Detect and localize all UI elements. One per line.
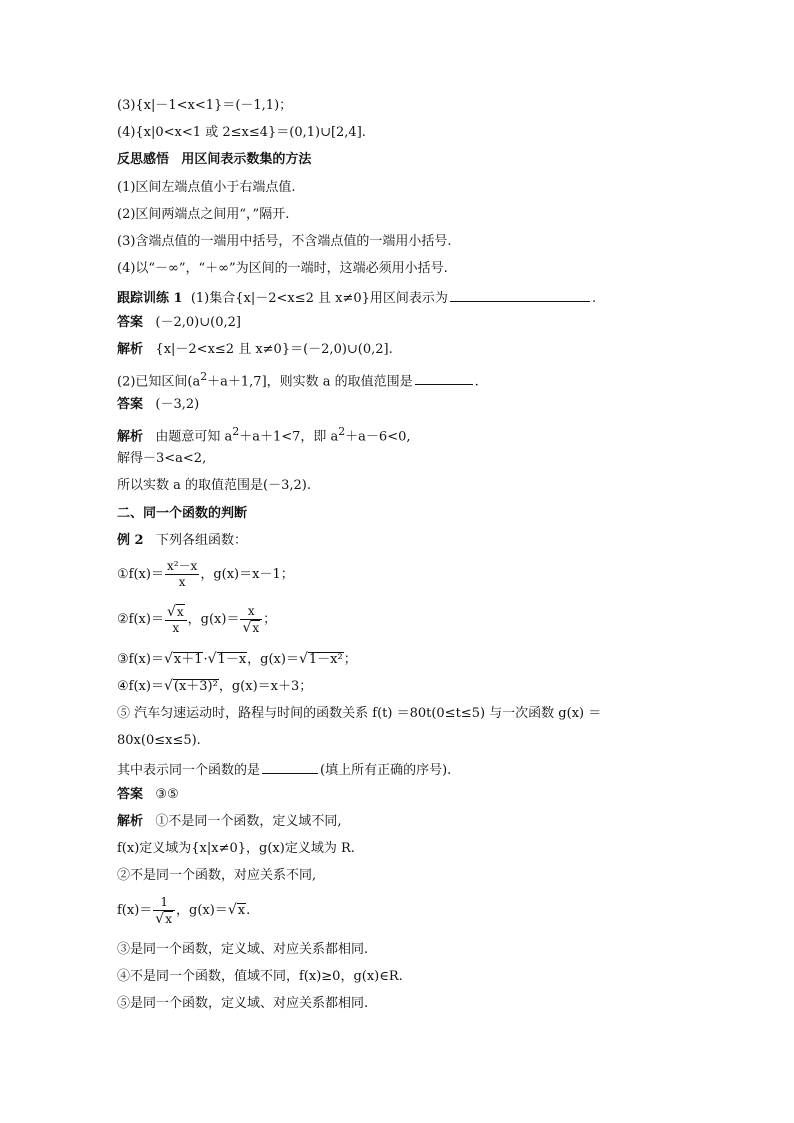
answer-line <box>117 786 179 804</box>
math-text: ，g(x)＝x－1； <box>200 567 294 582</box>
analysis-text: 由题意可知 a <box>155 429 233 445</box>
radicand: x <box>237 903 246 918</box>
analysis-label: 解析 <box>117 814 144 829</box>
example-label: 例 2 <box>117 533 144 548</box>
fraction <box>165 604 187 636</box>
text-line: 所以实数 a 的取值范围是(－3,2). <box>117 478 311 493</box>
sqrt-icon: √ <box>163 678 173 694</box>
numerator: x²－x <box>166 559 198 573</box>
answer-blank <box>262 759 318 774</box>
radicand: (x＋3)² <box>173 679 218 694</box>
function-pair-3 <box>117 650 357 669</box>
math-text: ； <box>263 612 277 627</box>
function-pair-1 <box>117 558 294 592</box>
math-text: . <box>246 903 251 918</box>
text-line: ⑤ 汽车匀速运动时，路程与时间的函数关系 f(t) ＝80t(0≤t≤5) 与一次函数 g(x) ＝ <box>117 706 602 721</box>
question-text: (填上所有正确的序号). <box>320 763 452 778</box>
function-pair-4 <box>117 677 312 696</box>
answer-label: 答案 <box>117 397 144 412</box>
example-heading <box>117 532 247 550</box>
sqrt-icon: √ <box>207 651 217 667</box>
text-line: (3)含端点值的一端用中括号，不含端点值的一端用小括号. <box>117 234 452 249</box>
denominator: x <box>178 575 186 589</box>
math-text: ③f(x)＝ <box>117 652 164 667</box>
answer-blank <box>415 370 473 385</box>
answer-label: 答案 <box>117 315 144 330</box>
math-text: · <box>203 652 208 667</box>
math-text: ④f(x)＝ <box>117 679 164 694</box>
answer-value: ③⑤ <box>155 787 179 802</box>
reflection-label: 反思感悟 <box>117 152 170 167</box>
denominator: x <box>172 620 180 635</box>
text-line: 80x(0≤x≤5). <box>117 733 201 748</box>
sqrt-icon: √ <box>242 619 252 636</box>
analysis-line <box>117 423 411 446</box>
answer-line <box>117 396 199 414</box>
denominator <box>153 911 175 927</box>
superscript: 2 <box>338 425 346 438</box>
text-line: (3){x|－1<x<1}＝(－1,1)； <box>117 98 293 113</box>
sqrt-icon: √ <box>163 651 173 667</box>
answer-blank <box>450 287 590 302</box>
numerator: 1 <box>153 895 175 911</box>
analysis-math-line <box>117 892 250 929</box>
radicand: x＋1 <box>173 652 203 667</box>
answer-label: 答案 <box>117 787 144 802</box>
analysis-text: ＋a－6<0, <box>345 429 411 445</box>
text-line: (1)区间左端点值小于右端点值. <box>117 180 296 195</box>
analysis-text: ＋a＋1<7，即 a <box>239 429 339 445</box>
denominator <box>240 620 262 636</box>
text-line: 解得－3<a<2, <box>117 451 207 466</box>
punct: . <box>591 291 597 306</box>
radicand: x <box>252 620 260 635</box>
sqrt-icon: √ <box>298 651 308 667</box>
radicand: 1－x <box>217 652 247 667</box>
fraction <box>153 895 175 927</box>
answer-line <box>117 314 241 332</box>
example-text: 下列各组函数： <box>155 533 247 548</box>
math-text: ，g(x)＝ <box>176 903 228 918</box>
function-pair-2 <box>117 602 276 638</box>
numerator <box>165 604 187 621</box>
text-line: f(x)定义域为{x|x≠0}，g(x)定义域为 R. <box>117 841 355 856</box>
punct: . <box>474 374 479 390</box>
analysis-label: 解析 <box>117 342 144 357</box>
answer-value: (－3,2) <box>155 397 200 412</box>
text-line: ⑤是同一个函数，定义域、对应关系都相同. <box>117 996 369 1011</box>
text-line: ④不是同一个函数，值域不同，f(x)≥0，g(x)∈R. <box>117 969 403 984</box>
text-line: ③是同一个函数，定义域、对应关系都相同. <box>117 942 369 957</box>
reflection-text: 用区间表示数集的方法 <box>181 152 312 167</box>
answer-value: (－2,0)∪(0,2] <box>155 315 241 330</box>
text-line: (4)以“－∞”，“＋∞”为区间的一端时，这端必须用小括号. <box>117 261 448 276</box>
question-text: (2)已知区间(a <box>117 374 201 390</box>
text-line: (2)区间两端点之间用“，”隔开. <box>117 207 290 222</box>
fraction <box>165 559 199 590</box>
training-question-2 <box>117 368 479 391</box>
math-text: ①f(x)＝ <box>117 567 164 582</box>
analysis-line <box>117 813 342 831</box>
numerator: x <box>240 604 262 620</box>
text-line: (4){x|0<x<1 或 2≤x≤4}＝(0,1)∪[2,4]. <box>117 125 366 140</box>
sqrt-icon: √ <box>155 910 165 927</box>
radicand: x <box>165 911 172 926</box>
sqrt-icon: √ <box>227 902 237 918</box>
section-heading: 二、同一个函数的判断 <box>117 506 248 521</box>
math-text: ，g(x)＝ <box>187 612 240 627</box>
reflection-heading <box>117 151 311 169</box>
training-question-1 <box>117 287 596 308</box>
analysis-text: ①不是同一个函数，定义域不同, <box>155 814 342 829</box>
math-text: ②f(x)＝ <box>117 612 164 627</box>
math-text: ； <box>343 652 357 667</box>
analysis-line <box>117 341 393 359</box>
question-text: (1)集合{x|－2<x≤2 且 x≠0}用区间表示为 <box>190 291 448 306</box>
fraction <box>240 604 262 636</box>
text-line: ②不是同一个函数，对应关系不同, <box>117 868 317 883</box>
analysis-text: {x|－2<x≤2 且 x≠0}＝(－2,0)∪(0,2]. <box>155 342 393 357</box>
question-text: 其中表示同一个函数的是 <box>117 763 261 778</box>
math-text: f(x)＝ <box>117 903 153 918</box>
training-label: 跟踪训练 1 <box>117 291 183 306</box>
math-text: ，g(x)＝x＋3； <box>218 679 313 694</box>
question-text: ＋a＋1,7]，则实数 a 的取值范围是 <box>207 374 413 390</box>
radicand: x <box>176 604 184 619</box>
radicand: 1－x² <box>308 652 343 667</box>
math-text: ，g(x)＝ <box>247 652 299 667</box>
question-line <box>117 759 451 780</box>
analysis-label: 解析 <box>117 429 144 445</box>
superscript: 2 <box>200 370 208 383</box>
superscript: 2 <box>232 425 240 438</box>
sqrt-icon: √ <box>166 603 176 620</box>
